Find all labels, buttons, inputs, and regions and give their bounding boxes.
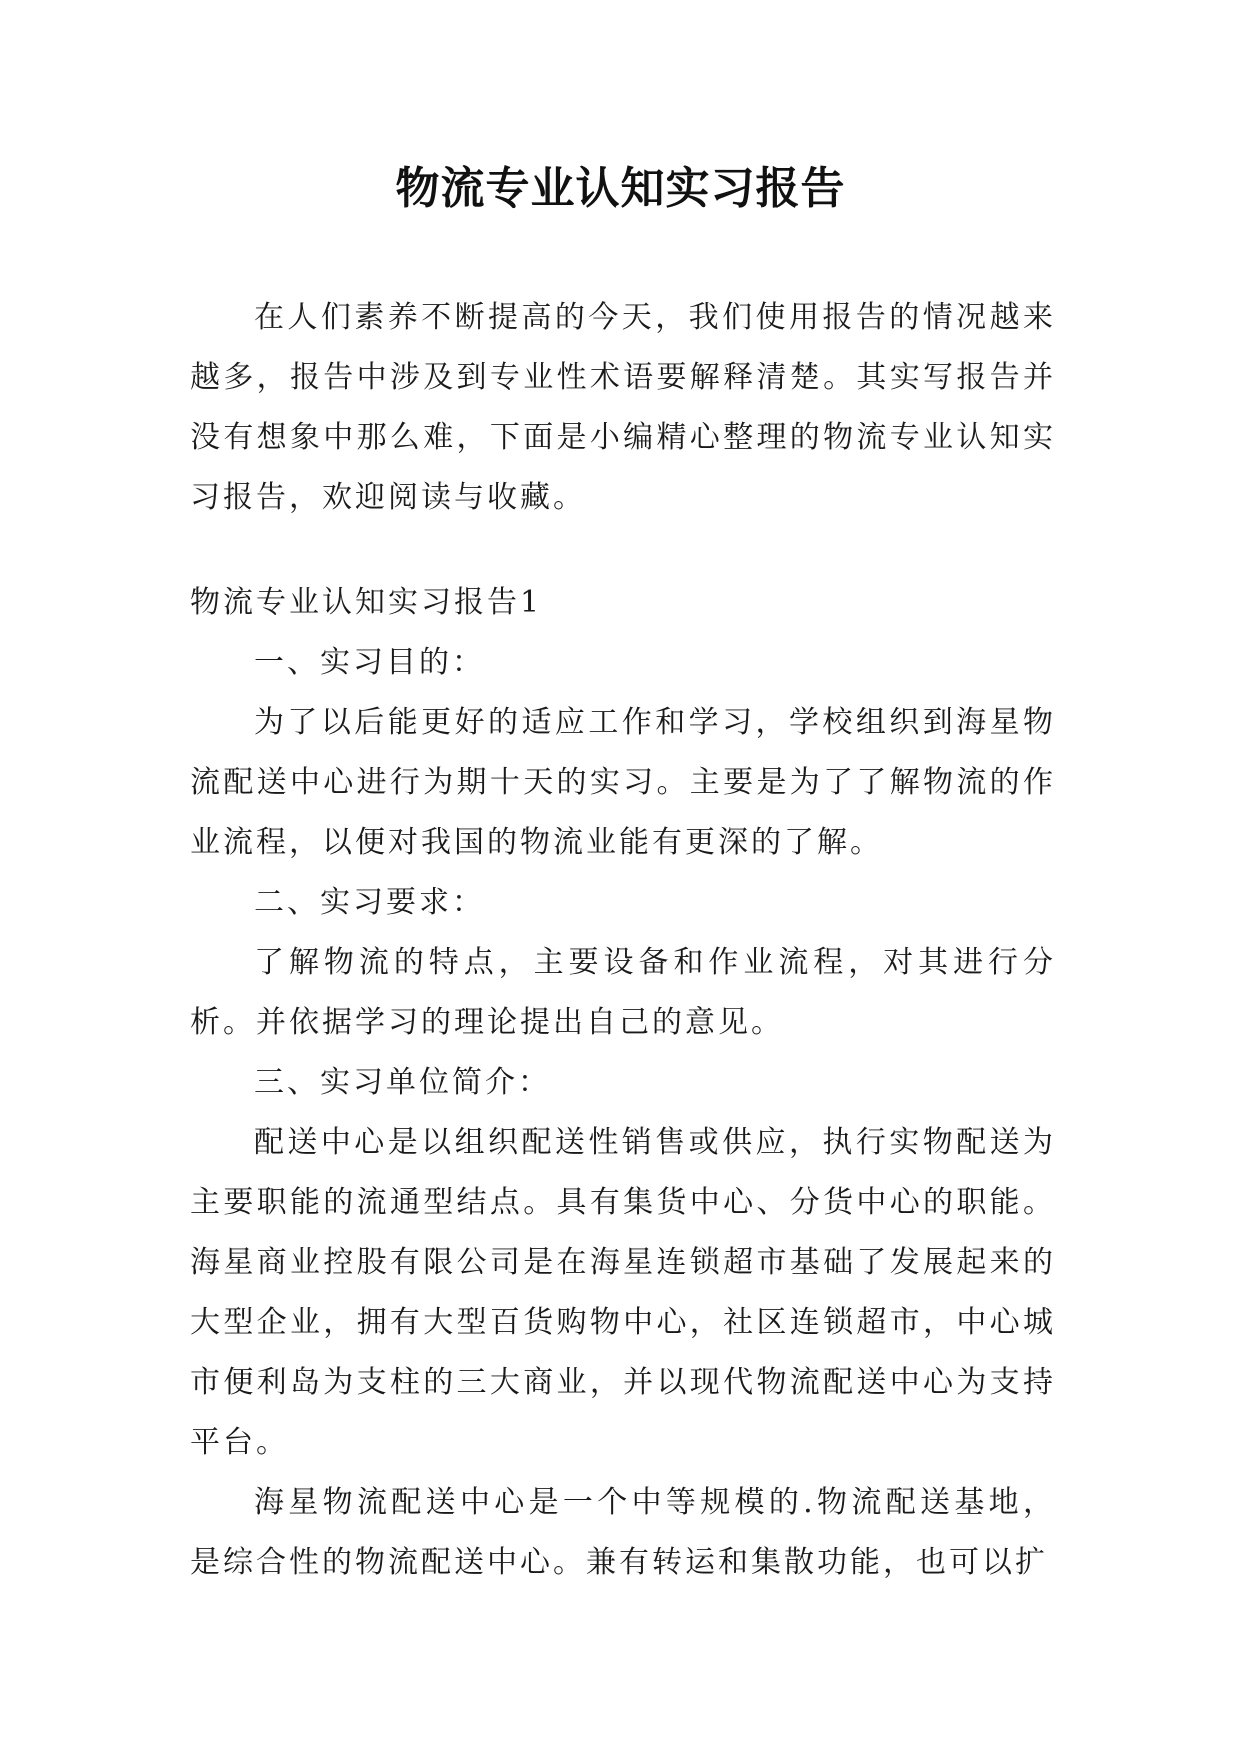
section-heading: 物流专业认知实习报告1 [190,585,543,620]
paragraph-purpose: 为了以后能更好的适应工作和学习，学校组织到海星物流配送中心进行为期十天的实习。主要是为了了解物流的作业流程，以便对我国的物流业能有更深的了解。 [190,705,1056,860]
paragraph-unit-intro: 配送中心是以组织配送性销售或供应，执行实物配送为主要职能的流通型结点。具有集货中心、分货中心的职能。海星商业控股有限公司是在海星连锁超市基础了发展起来的大型企业，拥有大型百货购物中心，社区连锁超市，中心城市便利岛为支柱的三大商业，并以现代物流配送中心为支持平台。 [190,1125,1056,1460]
document-body [190,288,1056,1593]
intro-paragraph: 在人们素养不断提高的今天，我们使用报告的情况越来越多，报告中涉及到专业性术语要解释清楚。其实写报告并没有想象中那么难，下面是小编精心整理的物流专业认知实习报告，欢迎阅读与收藏。 [190,300,1056,515]
subheading-purpose: 一、实习目的： [254,645,485,680]
document-title: 物流专业认知实习报告 [395,163,846,214]
paragraph-requirements: 了解物流的特点，主要设备和作业流程，对其进行分析。并依据学习的理论提出自己的意见。 [190,945,1056,1040]
subheading-requirements: 二、实习要求： [254,885,485,920]
paragraph-distribution-center: 海星物流配送中心是一个中等规模的.物流配送基地，是综合性的物流配送中心。兼有转运和集散功能，也可以扩 [190,1485,1056,1580]
subheading-unit-intro: 三、实习单位简介： [254,1065,551,1100]
